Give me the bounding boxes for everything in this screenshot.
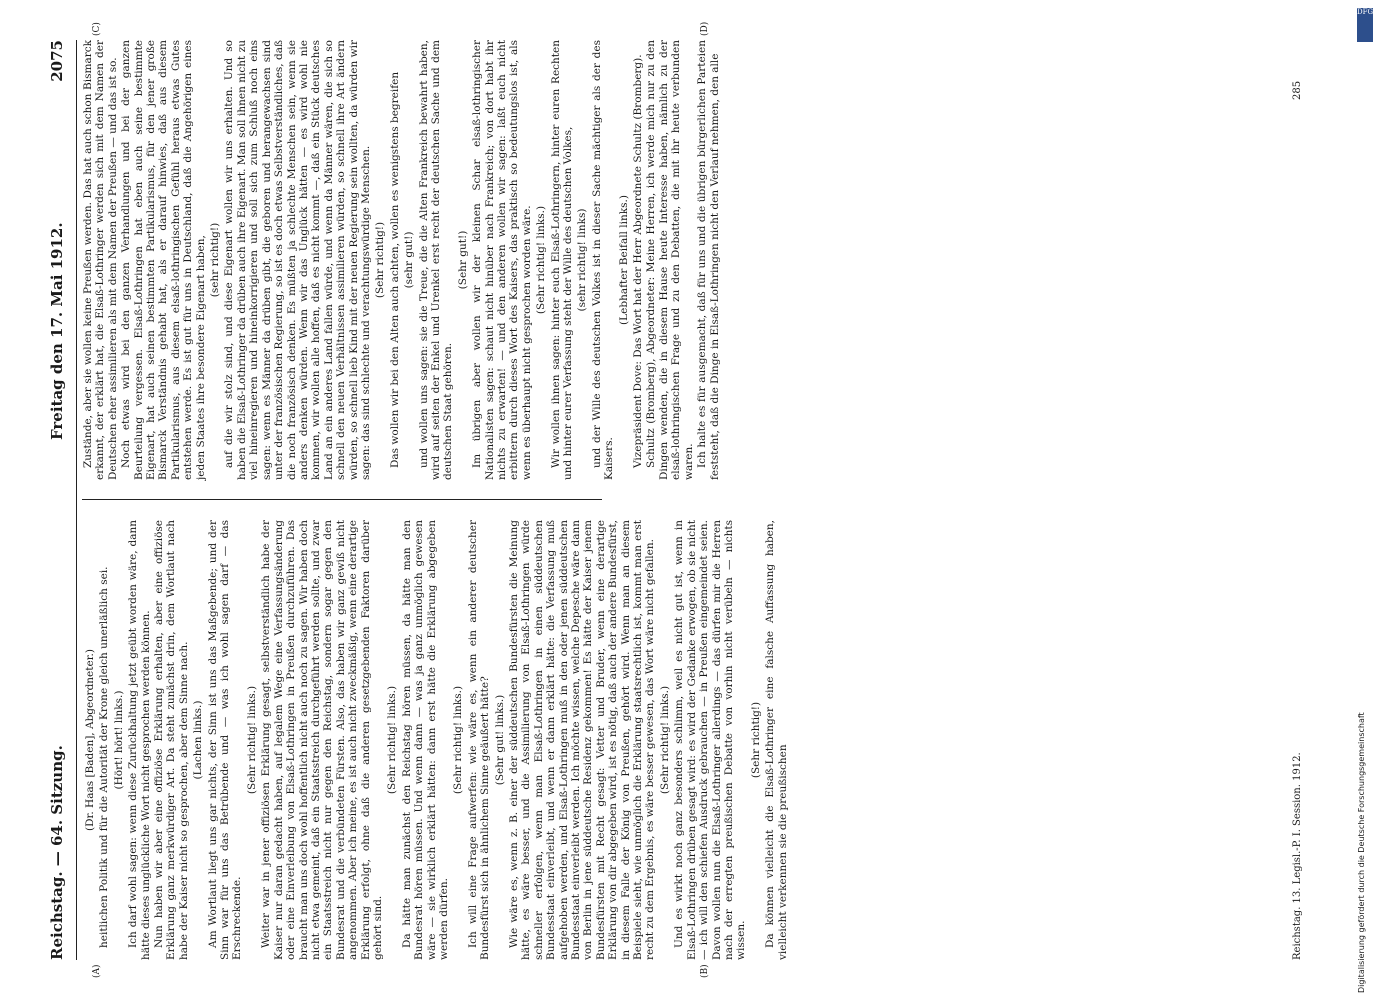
- left-paragraph: (Sehr richtig! links.): [245, 685, 258, 795]
- right-paragraph: Schultz (Bromberg), Abgeordneter: Meine Herren, ich werde mich nur zu den Dingen wenden, die in diesem Hause heute Interesse haben, nämlich zu der elsaß-lothringischen Frage und zu den Debatten, die mit ihr heute verbunden waren.: [645, 40, 695, 480]
- margin-label-a: (A): [92, 964, 102, 978]
- footer-left: Reichstag. 13. Legisl.-P. I. Session. 1912.: [1292, 752, 1303, 960]
- left-paragraph: (Sehr richtig!): [749, 701, 762, 779]
- right-paragraph: (sehr richtig!): [209, 222, 222, 298]
- right-paragraph: (Sehr richtig! links.): [535, 205, 548, 315]
- left-paragraph: (Hört! hört! links.): [112, 690, 125, 790]
- right-paragraph: Vizepräsident Dove: Das Wort hat der Herr Abgeordnete Schultz (Bromberg).: [632, 54, 645, 468]
- right-paragraph: Das wollen wir bei den Alten auch achten, wollen es wenigstens begreifen: [388, 71, 401, 468]
- stamp-text: Digitalisierung gefördert durch die Deutsche Forschungsgemeinschaft: [1357, 712, 1366, 993]
- header-rule: [76, 40, 77, 960]
- left-paragraph: (Sehr gut! links.): [493, 694, 506, 786]
- margin-label-c: (C): [92, 22, 102, 36]
- left-paragraph: Am Wortlaut liegt uns gar nichts, der Sinn ist uns das Maßgebende; und der Sinn war für uns das Betrübende und — was ich wohl sagen darf — das Erschreckende.: [206, 520, 244, 960]
- right-paragraph: (Sehr richtig!): [374, 221, 387, 299]
- right-paragraph: (Lebhafter Beifall links.): [617, 195, 630, 325]
- column-divider: [82, 499, 602, 500]
- left-paragraph: Weiter war in jener offiziösen Erklärung gesagt, selbstverständlich habe der Kaiser nur daran gedacht haben, auf legalem Wege eine Verfassungsänderung oder eine Einverleibung von Elsaß-Lothringen in Preußen durchzuführen. Das braucht man uns doch wohl hoffentlich nicht auch noch zu sagen. Wir haben doch nicht etwa gemeint, daß ein Staatsstreich durchgeführt werden sollte, und zwar ein Staatsstreich nicht nur gegen den Reichstag, sondern sogar gegen den Bundesrat und die verbündeten Fürsten. Also, das haben wir ganz gewiß nicht angenommen. Aber ich meine, es ist auch nicht zweckmäßig, wenn eine derartige Erklärung erfolgt, ohne daß die anderen gesetzgebenden Faktoren darüber gehört sind.: [260, 520, 384, 960]
- right-paragraph: und wollen uns sagen: sie die Treue, die die Alten Frankreich bewahrt haben, wird auf seiten der Enkel und Urenkel erst recht der deutschen Sache und dem deutschen Staat gehören.: [417, 40, 455, 480]
- right-paragraph: und der Wille des deutschen Volkes ist in dieser Sache mächtiger als der des Kaisers.: [590, 40, 616, 480]
- right-paragraph: Im übrigen aber wollen wir der kleinen Schar elsaß-lothringischer Nationalisten sagen: schaut nicht hinüber nach Frankreich; von dort habt ihr nichts zu erwarten! — und den anderen wollen wir sagen: laßt euch nicht erbittern durch dieses Wort des Kaisers, das praktisch so bedeutungslos ist, als wenn es überhaupt nicht gesprochen worden wäre.: [471, 40, 533, 480]
- left-paragraph: Wie wäre es, wenn z. B. einer der süddeutschen Bundesfürsten die Meinung hätte, es wäre besser, und die Assimilierung von Elsaß-Lothringen würde schneller erfolgen, wenn man Elsaß-Lothringen in einen süddeutschen Bundesstaat einverleibt, und wenn er dann erklärt hätte: die Verfassung muß aufgehoben werden, und Elsaß-Lothringen muß in den oder jenen süddeutschen Bundesstaat einverleibt werden. Ich möchte wissen, welche Depesche wäre dann von Berlin in jene süddeutsche Residenz gekommen! Es hätte der Kaiser jenem Bundesfürsten mit Recht gesagt: Vetter und Bruder, wenn eine derartige Erklärung von dir abgegeben wird, ist es nötig, daß auch der andere Bundesfürst, in diesem Falle der König von Preußen, gehört wird. Wenn man an diesem Beispiele sieht, wie unmöglich die Erklärung staatsrechtlich ist, kommt man erst recht zu dem Ergebnis, es wäre besser gewesen, das Wort wäre nicht gefallen.: [508, 520, 657, 960]
- right-column: [82, 40, 722, 480]
- margin-label-d: (D): [700, 21, 710, 36]
- right-paragraph: Wir wollen ihnen sagen: hinter euch Elsaß-Lothringern, hinter euren Rechten und hinter eurer Verfassung steht der Wille des deutschen Volkes,: [549, 40, 575, 480]
- footer-right: 285: [1292, 80, 1303, 100]
- left-paragraph: Ich darf wohl sagen: wenn diese Zurückhaltung jetzt geübt worden wäre, dann hätte dieses unglückliche Wort nicht gesprochen werden können.: [127, 520, 152, 960]
- right-paragraph: (sehr gut!): [403, 231, 416, 289]
- left-paragraph: (Sehr richtig! links.): [452, 685, 465, 795]
- left-paragraph: Da können vielleicht die Elsaß-Lothringer eine falsche Auffassung haben, vielleicht verkennen sie die preußischen: [764, 520, 789, 960]
- page-number: 2075: [48, 40, 66, 82]
- left-paragraph: heitlichen Politik und für die Autorität der Krone gleich unerläßlich sei.: [98, 566, 111, 948]
- left-paragraph: Nun haben wir aber eine offiziöse Erklärung erhalten, aber eine offiziöse Erklärung ganz merkwürdiger Art. Da steht zunächst drin, dem Wortlaut nach habe der Kaiser nicht so gesprochen, aber dem Sinne nach.: [153, 520, 190, 960]
- header-left: Reichstag. — 64. Sitzung.: [48, 745, 66, 960]
- left-paragraph: Und es wirkt noch ganz besonders schlimm, weil es nicht gut ist, wenn in Elsaß-Lothringen drüben gesagt wird: es wird der Gedanke erwogen, ob sie nicht — ich will den schiefen Ausdruck gebrauchen — in Preußen eingemeindet seien. Davon wollen nun die Elsaß-Lothringer allerdings — das dürfen mir die Herren nach der erregten preußischen Debatte von vorhin nicht verübeln — nichts wissen.: [673, 520, 748, 960]
- right-paragraph: auf die wir stolz sind, und diese Eigenart wollen wir uns erhalten. Und so haben die Elsaß-Lothringer da drüben auch ihre Eigenart. Man soll ihnen nicht zu viel hineinregieren und hineinkorrigieren und soll sich zum Schluß noch eins sagen: wenn es Männer da drüben gibt, die geboren und herangewachsen sind unter der französischen Regierung, so ist es doch etwas Selbstverständliches, daß die noch französisch denken. Es müßten ja schlechte Menschen sein, wenn sie anders denken würden. Wenn wir das Unglück hätten — es wird wohl nie kommen, wir wollen alle hoffen, daß es nicht kommt —, daß ein Stück deutsches Land an ein anderes Land fallen würde, und wenn da Männer wären, die sich so schnell den neuen Verhältnissen assimilieren würden, so schnell ihre Art ändern würden, so schnell lieb Kind mit der neuen Regierung sein wollten, da würden wir sagen: das sind schlechte und verachtungswürdige Menschen.: [223, 40, 372, 480]
- right-paragraph: Noch etwas wird bei den ganzen Verhandlungen und bei der ganzen Beurteilung vergessen. Elsaß-Lothringen hat eben auch seine bestimmte Eigenart, hat auch seinen bestimmten Partikularismus, für den jener große Bismarck Verständnis gehabt hat, als er darauf hinwies, daß aus diesem Partikularismus, aus diesem elsaß-lothringischen Gefühl heraus etwas Gutes entstehen werde. Es ist gut für uns in Deutschland, daß die Angehörigen eines jeden Staates ihre besondere Eigenart haben,: [120, 40, 207, 480]
- digitization-stamp: [1357, 8, 1375, 993]
- right-paragraph: Ich halte es für ausgemacht, daß für uns und die übrigen bürgerlichen Parteien feststeht, daß die Dinge in Elsaß-Lothringen nicht den Verlauf nehmen, den alle: [696, 40, 721, 480]
- dfg-logo-text: DFG: [1357, 8, 1374, 16]
- left-paragraph: (Sehr richtig! links.): [658, 685, 671, 795]
- left-paragraph: Da hätte man zunächst den Reichstag hören müssen, da hätte man den Bundesrat hören müssen. Und wenn dann — was ja ganz unmöglich gewesen wäre — sie wirklich erklärt hätten: dann erst hätte die Erklärung abgegeben werden dürfen.: [400, 520, 450, 960]
- left-column: [82, 520, 790, 960]
- header-center: Freitag den 17. Mai 1912.: [48, 222, 66, 440]
- left-paragraph: (Dr. Haas [Baden], Abgeordneter.): [84, 649, 96, 832]
- right-paragraph: Zustände, aber sie wollen keine Preußen werden. Das hat auch schon Bismarck erkannt, der erklärt hat, die Elsaß-Lothringer werden sich mit dem Namen der Deutschen eher assimilieren als mit dem Namen der Preußen — und das ist so.: [82, 40, 119, 480]
- right-paragraph: (sehr richtig! links): [576, 208, 589, 312]
- right-paragraph: (Sehr gut!): [456, 230, 469, 290]
- left-paragraph: Ich will eine Frage aufwerfen: wie wäre es, wenn ein anderer deutscher Bundesfürst sich in ähnlichem Sinne geäußert hätte?: [466, 520, 492, 960]
- left-paragraph: (Sehr richtig! links.): [386, 685, 399, 795]
- margin-label-b: (B): [700, 964, 710, 978]
- running-header: [48, 40, 72, 960]
- left-paragraph: (Lachen links.): [192, 700, 205, 780]
